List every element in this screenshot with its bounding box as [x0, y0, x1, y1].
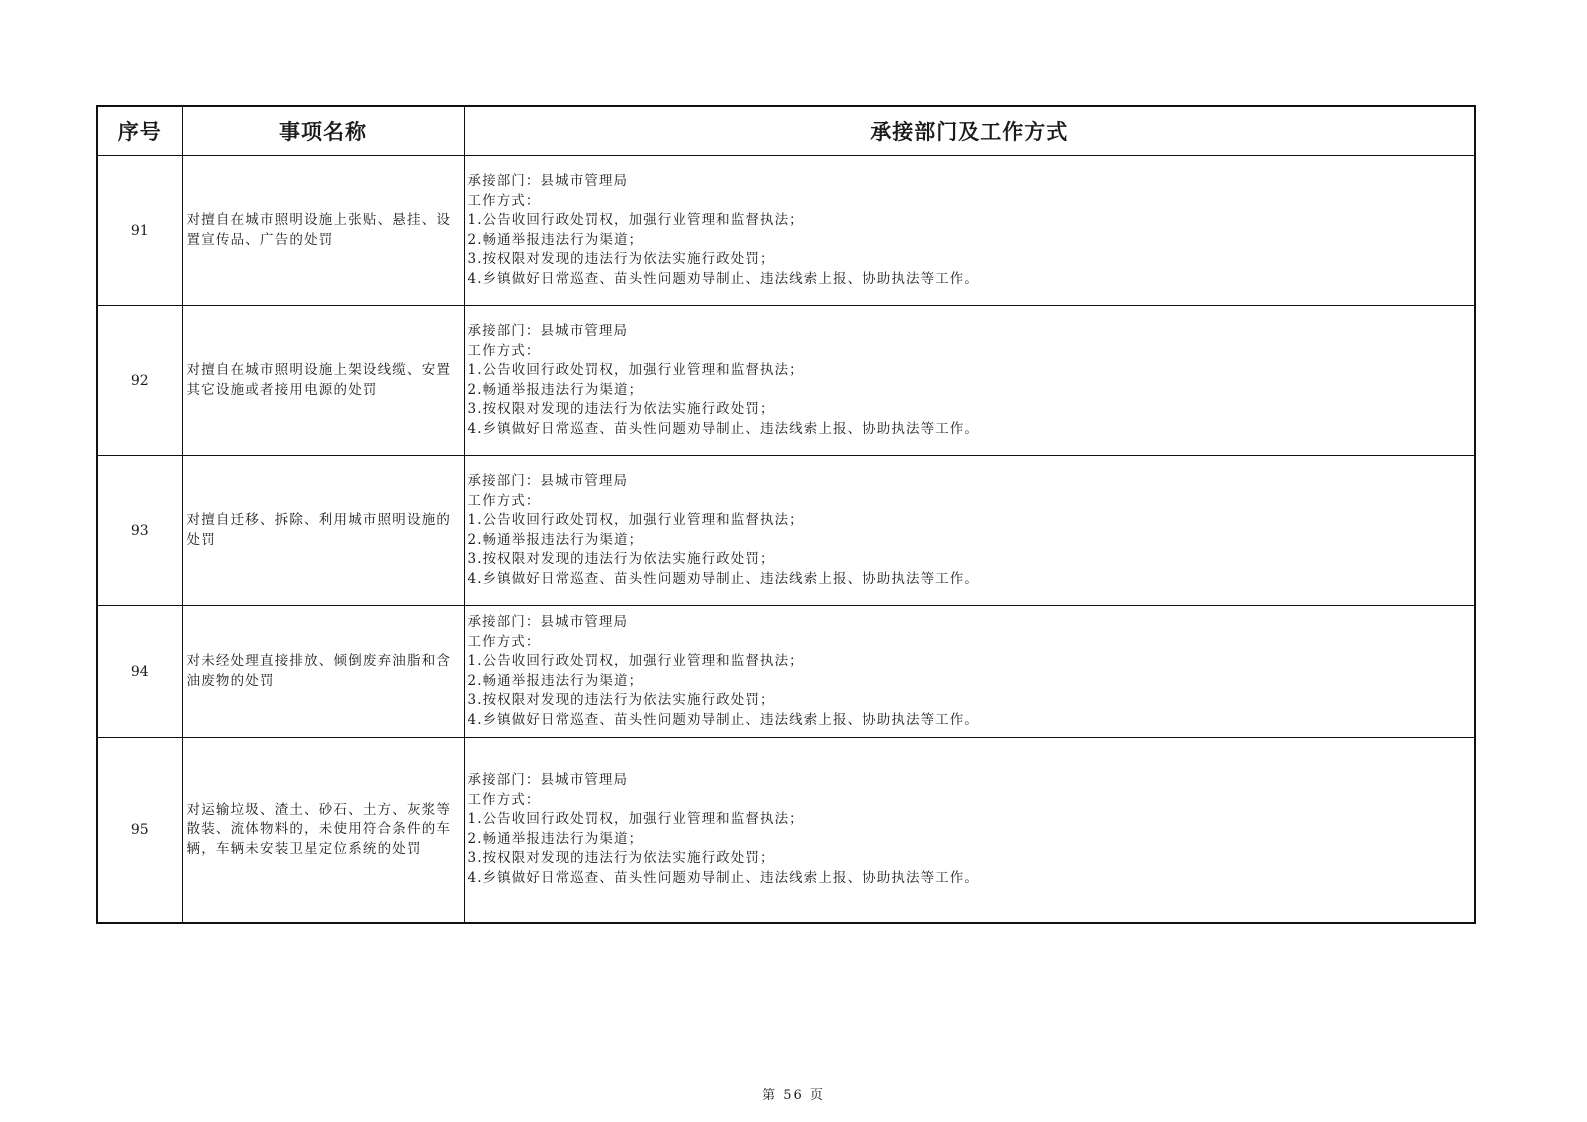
method-step: 4.乡镇做好日常巡查、苗头性问题劝导制止、违法线索上报、协助执法等工作。: [467, 270, 979, 287]
row-matter-name: 对擅自在城市照明设施上张贴、悬挂、设置宣传品、广告的处罚: [182, 156, 464, 306]
header-serial-number: 序号: [97, 106, 182, 156]
department-line: 承接部门：县城市管理局: [467, 772, 629, 789]
method-heading: 工作方式：: [467, 192, 541, 209]
page-number: 第 56 页: [762, 1088, 825, 1103]
row-matter-name: 对运输垃圾、渣土、砂石、土方、灰浆等散装、流体物料的，未使用符合条件的车辆，车辆未安装卫星定位系统的处罚: [182, 738, 464, 923]
method-step: 2.畅通举报违法行为渠道；: [467, 531, 644, 548]
method-step: 3.按权限对发现的违法行为依法实施行政处罚；: [467, 251, 775, 267]
method-step: 2.畅通举报违法行为渠道；: [467, 672, 644, 689]
method-step: 1.公告收回行政处罚权，加强行业管理和监督执法；: [467, 653, 804, 669]
row-department-method: [464, 156, 1475, 306]
method-step: 3.按权限对发现的违法行为依法实施行政处罚；: [467, 551, 775, 567]
row-department-method: [464, 306, 1475, 456]
table-row: [97, 738, 1475, 923]
method-heading: 工作方式：: [467, 342, 541, 359]
row-matter-name: 对擅自在城市照明设施上架设线缆、安置其它设施或者接用电源的处罚: [182, 306, 464, 456]
header-matter-name: 事项名称: [182, 106, 464, 156]
table-row: [97, 456, 1475, 606]
row-serial-number: 94: [97, 606, 182, 738]
row-department-method: [464, 606, 1475, 738]
method-step: 4.乡镇做好日常巡查、苗头性问题劝导制止、违法线索上报、协助执法等工作。: [467, 869, 979, 886]
row-serial-number: 93: [97, 456, 182, 606]
row-matter-name: 对未经处理直接排放、倾倒废弃油脂和含油废物的处罚: [182, 606, 464, 738]
header-department-and-method: 承接部门及工作方式: [464, 106, 1475, 156]
method-step: 4.乡镇做好日常巡查、苗头性问题劝导制止、违法线索上报、协助执法等工作。: [467, 711, 979, 728]
method-step: 2.畅通举报违法行为渠道；: [467, 830, 644, 847]
table-body: [97, 156, 1475, 923]
table-header-row: [97, 106, 1475, 156]
department-line: 承接部门：县城市管理局: [467, 173, 629, 189]
row-matter-name: 对擅自迁移、拆除、利用城市照明设施的处罚: [182, 456, 464, 606]
method-step: 3.按权限对发现的违法行为依法实施行政处罚；: [467, 850, 775, 867]
matters-table: [96, 105, 1476, 924]
table-row: [97, 606, 1475, 738]
method-step: 4.乡镇做好日常巡查、苗头性问题劝导制止、违法线索上报、协助执法等工作。: [467, 420, 979, 437]
method-step: 3.按权限对发现的违法行为依法实施行政处罚；: [467, 692, 775, 708]
method-step: 4.乡镇做好日常巡查、苗头性问题劝导制止、违法线索上报、协助执法等工作。: [467, 570, 979, 587]
department-line: 承接部门：县城市管理局: [467, 614, 629, 630]
method-heading: 工作方式：: [467, 633, 541, 650]
department-line: 承接部门：县城市管理局: [467, 323, 629, 339]
method-step: 2.畅通举报违法行为渠道；: [467, 381, 644, 398]
table-row: [97, 156, 1475, 306]
method-step: 3.按权限对发现的违法行为依法实施行政处罚；: [467, 401, 775, 417]
row-department-method: [464, 456, 1475, 606]
row-serial-number: 92: [97, 306, 182, 456]
row-serial-number: 91: [97, 156, 182, 306]
method-heading: 工作方式：: [467, 791, 541, 808]
method-step: 1.公告收回行政处罚权，加强行业管理和监督执法；: [467, 811, 804, 828]
method-step: 1.公告收回行政处罚权，加强行业管理和监督执法；: [467, 362, 804, 378]
method-step: 1.公告收回行政处罚权，加强行业管理和监督执法；: [467, 512, 804, 528]
method-heading: 工作方式：: [467, 492, 541, 509]
table-row: [97, 306, 1475, 456]
method-step: 2.畅通举报违法行为渠道；: [467, 231, 644, 248]
row-department-method: [464, 738, 1475, 923]
row-serial-number: 95: [97, 738, 182, 923]
method-step: 1.公告收回行政处罚权，加强行业管理和监督执法；: [467, 212, 804, 228]
department-line: 承接部门：县城市管理局: [467, 473, 629, 489]
